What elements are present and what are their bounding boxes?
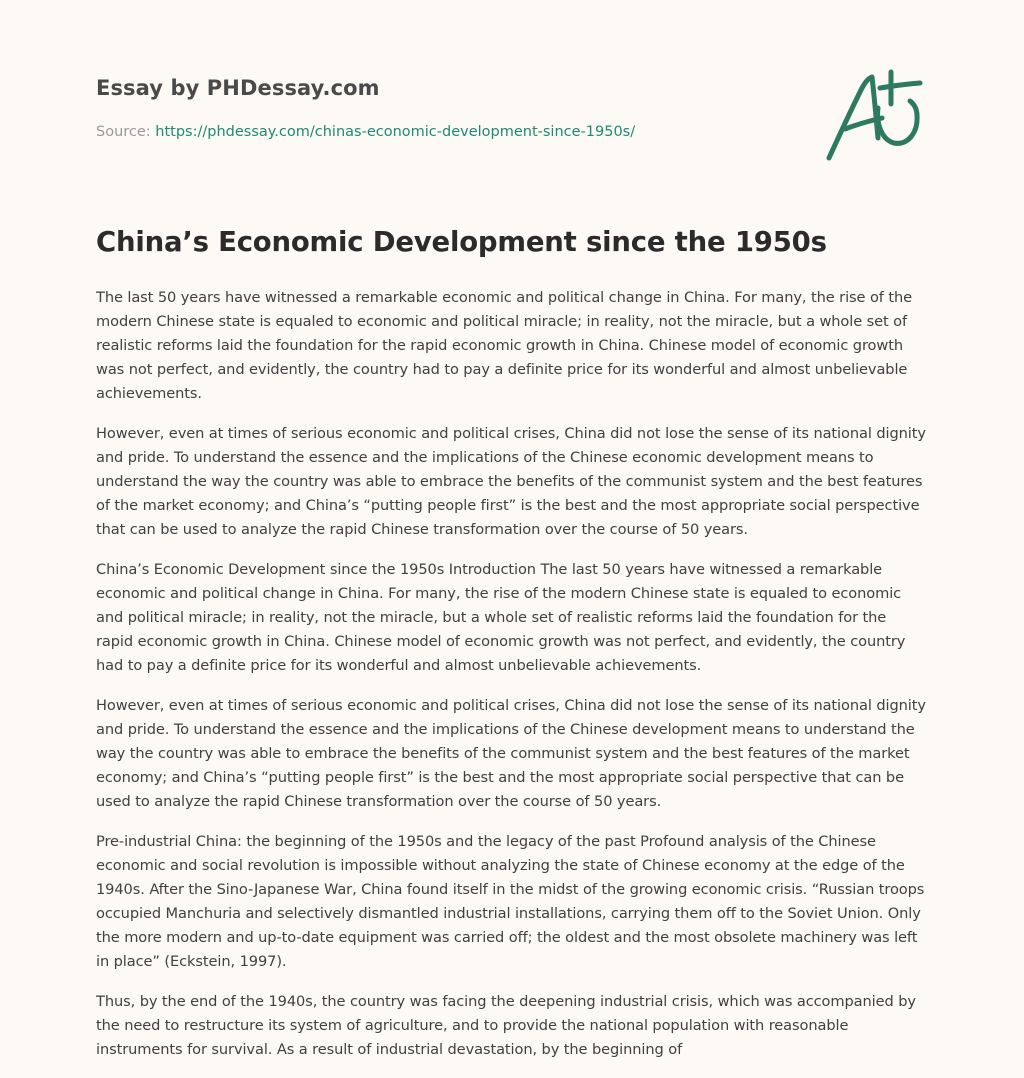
a-plus-logo-icon (824, 68, 928, 164)
paragraph: Thus, by the end of the 1940s, the country was facing the deepening industrial crisis, which was accompanied by the need to restructure its system of agriculture, and to provide the national population with reasonable instruments for survival. As a result of industrial devastation, by the beginning of (96, 993, 916, 1058)
source-line (96, 124, 635, 140)
paragraph: China’s Economic Development since the 1950s Introduction The last 50 years have witnessed a remarkable economic and political change in China. For many, the rise of the modern Chinese state is equaled to economic and political miracle; in reality, not the miracle, but a whole set of realistic reforms laid the foundation for the rapid economic growth in China. Chinese model of economic growth was not perfect, and evidently, the country had to pay a definite price for its wonderful and almost unbelievable achievements. (96, 561, 906, 674)
source-link[interactable]: https://phdessay.com/chinas-economic-development-since-1950s/ (155, 124, 636, 140)
page-title: China’s Economic Development since the 1950s (96, 226, 827, 258)
paragraph: Pre-industrial China: the beginning of the 1950s and the legacy of the past Profound analysis of the Chinese economic and social revolution is impossible without analyzing the state of Chinese economy at the edge of the 1940s. After the Sino-Japanese War, China found itself in the midst of the growing economic crisis. “Russian troops occupied Manchuria and selectively dismantled industrial installations, carrying them off to the Soviet Union. Only the more modern and up-to-date equipment was carried off; the oldest and the most obsolete machinery was left in place” (Eckstein, 1997). (96, 833, 925, 970)
source-label: Source: (96, 124, 151, 140)
paragraph: However, even at times of serious economic and political crises, China did not lose the sense of its national dignity and pride. To understand the essence and the implications of the Chinese development means to understand the way the country was able to embrace the benefits of the communist system and the best features of the market economy; and China’s “putting people first” is the best and the most appropriate social perspective that can be used to analyze the rapid Chinese transformation over the course of 50 years. (96, 697, 926, 810)
brand-title: Essay by PHDessay.com (96, 76, 380, 100)
article-body (96, 286, 926, 1078)
paragraph: However, even at times of serious economic and political crises, China did not lose the sense of its national dignity and pride. To understand the essence and the implications of the Chinese economic development means to understand the way the country was able to embrace the benefits of the communist system and the best features of the market economy; and China’s “putting people first” is the best and the most appropriate social perspective that can be used to analyze the rapid Chinese transformation over the course of 50 years. (96, 425, 926, 538)
paragraph: The last 50 years have witnessed a remarkable economic and political change in China. For many, the rise of the modern Chinese state is equaled to economic and political miracle; in reality, not the miracle, but a whole set of realistic reforms laid the foundation for the rapid economic growth in China. Chinese model of economic growth was not perfect, and evidently, the country had to pay a definite price for its wonderful and almost unbelievable achievements. (96, 289, 913, 402)
page-header (96, 0, 936, 200)
